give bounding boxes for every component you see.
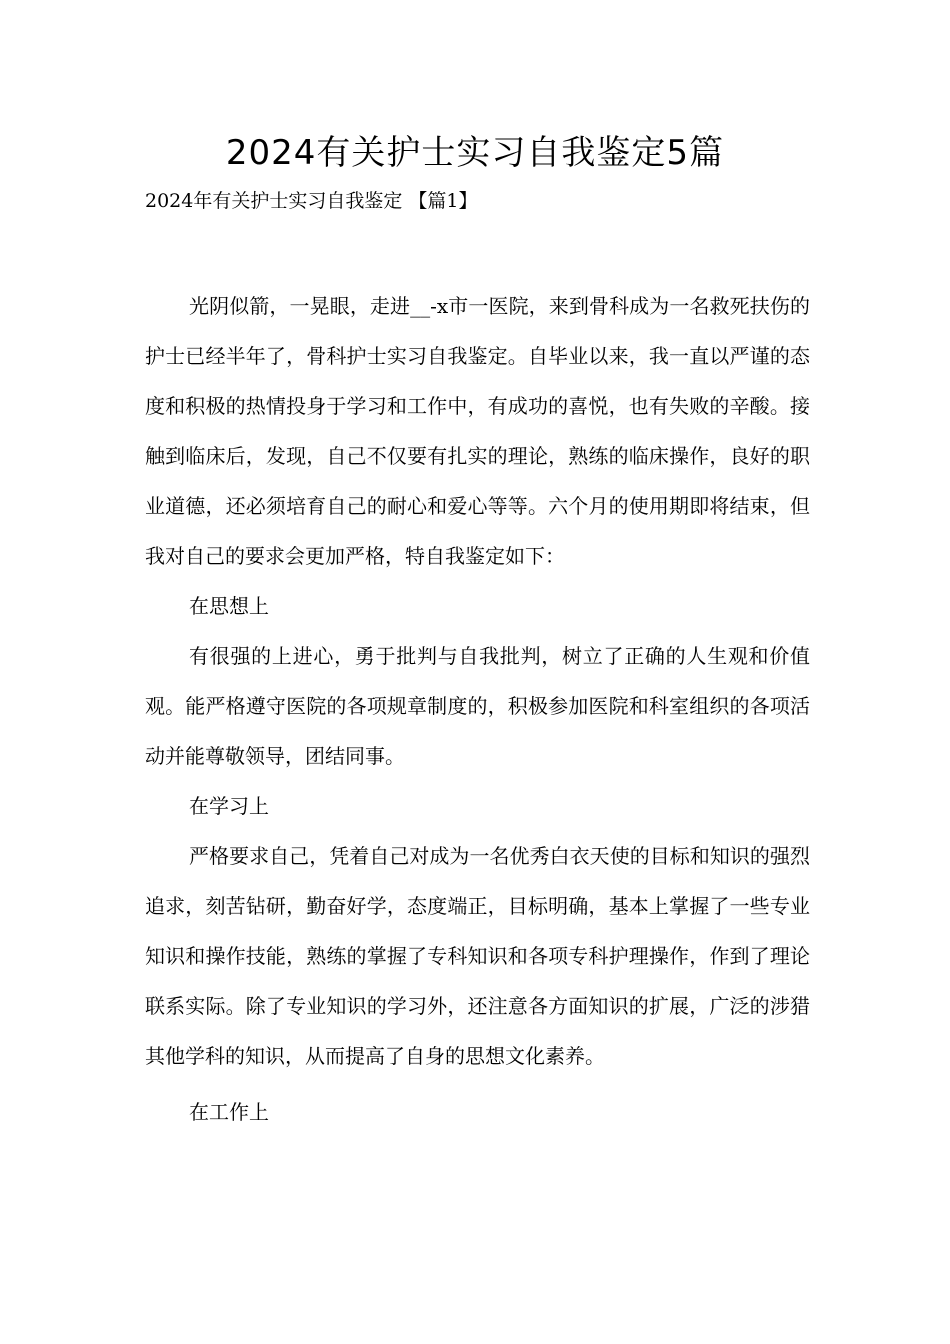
section-subtitle: 2024年有关护士实习自我鉴定 【篇1】 (145, 190, 478, 212)
paragraph-intro: 光阴似箭，一晃眼，走进__-x市一医院，来到骨科成为一名救死扶伤的护士已经半年了，骨科护士实习自我鉴定。自毕业以来，我一直以严谨的态度和积极的热情投身于学习和工作中，有成功的喜悦，也有失败的辛酸。接触到临床后，发现，自己不仅要有扎实的理论，熟练的临床操作，良好的职业道德，还必须培育自己的耐心和爱心等等。六个月的使用期即将结束，但我对自己的要求会更加严格，特自我鉴定如下： (145, 294, 810, 568)
document-body (145, 281, 810, 1137)
heading-work: 在工作上 (189, 1100, 269, 1124)
heading-study: 在学习上 (189, 794, 269, 818)
paragraph-study: 严格要求自己，凭着自己对成为一名优秀白衣天使的目标和知识的强烈追求，刻苦钻研，勤奋好学，态度端正，目标明确，基本上掌握了一些专业知识和操作技能，熟练的掌握了专科知识和各项专科护理操作，作到了理论联系实际。除了专业知识的学习外，还注意各方面知识的扩展，广泛的涉猎其他学科的知识，从而提高了自身的思想文化素养。 (145, 844, 810, 1068)
document-title: 2024有关护士实习自我鉴定5篇 (225, 133, 725, 173)
paragraph-thought: 有很强的上进心，勇于批判与自我批判，树立了正确的人生观和价值观。能严格遵守医院的各项规章制度的，积极参加医院和科室组织的各项活动并能尊敬领导，团结同事。 (145, 644, 810, 768)
heading-thought: 在思想上 (189, 594, 269, 618)
